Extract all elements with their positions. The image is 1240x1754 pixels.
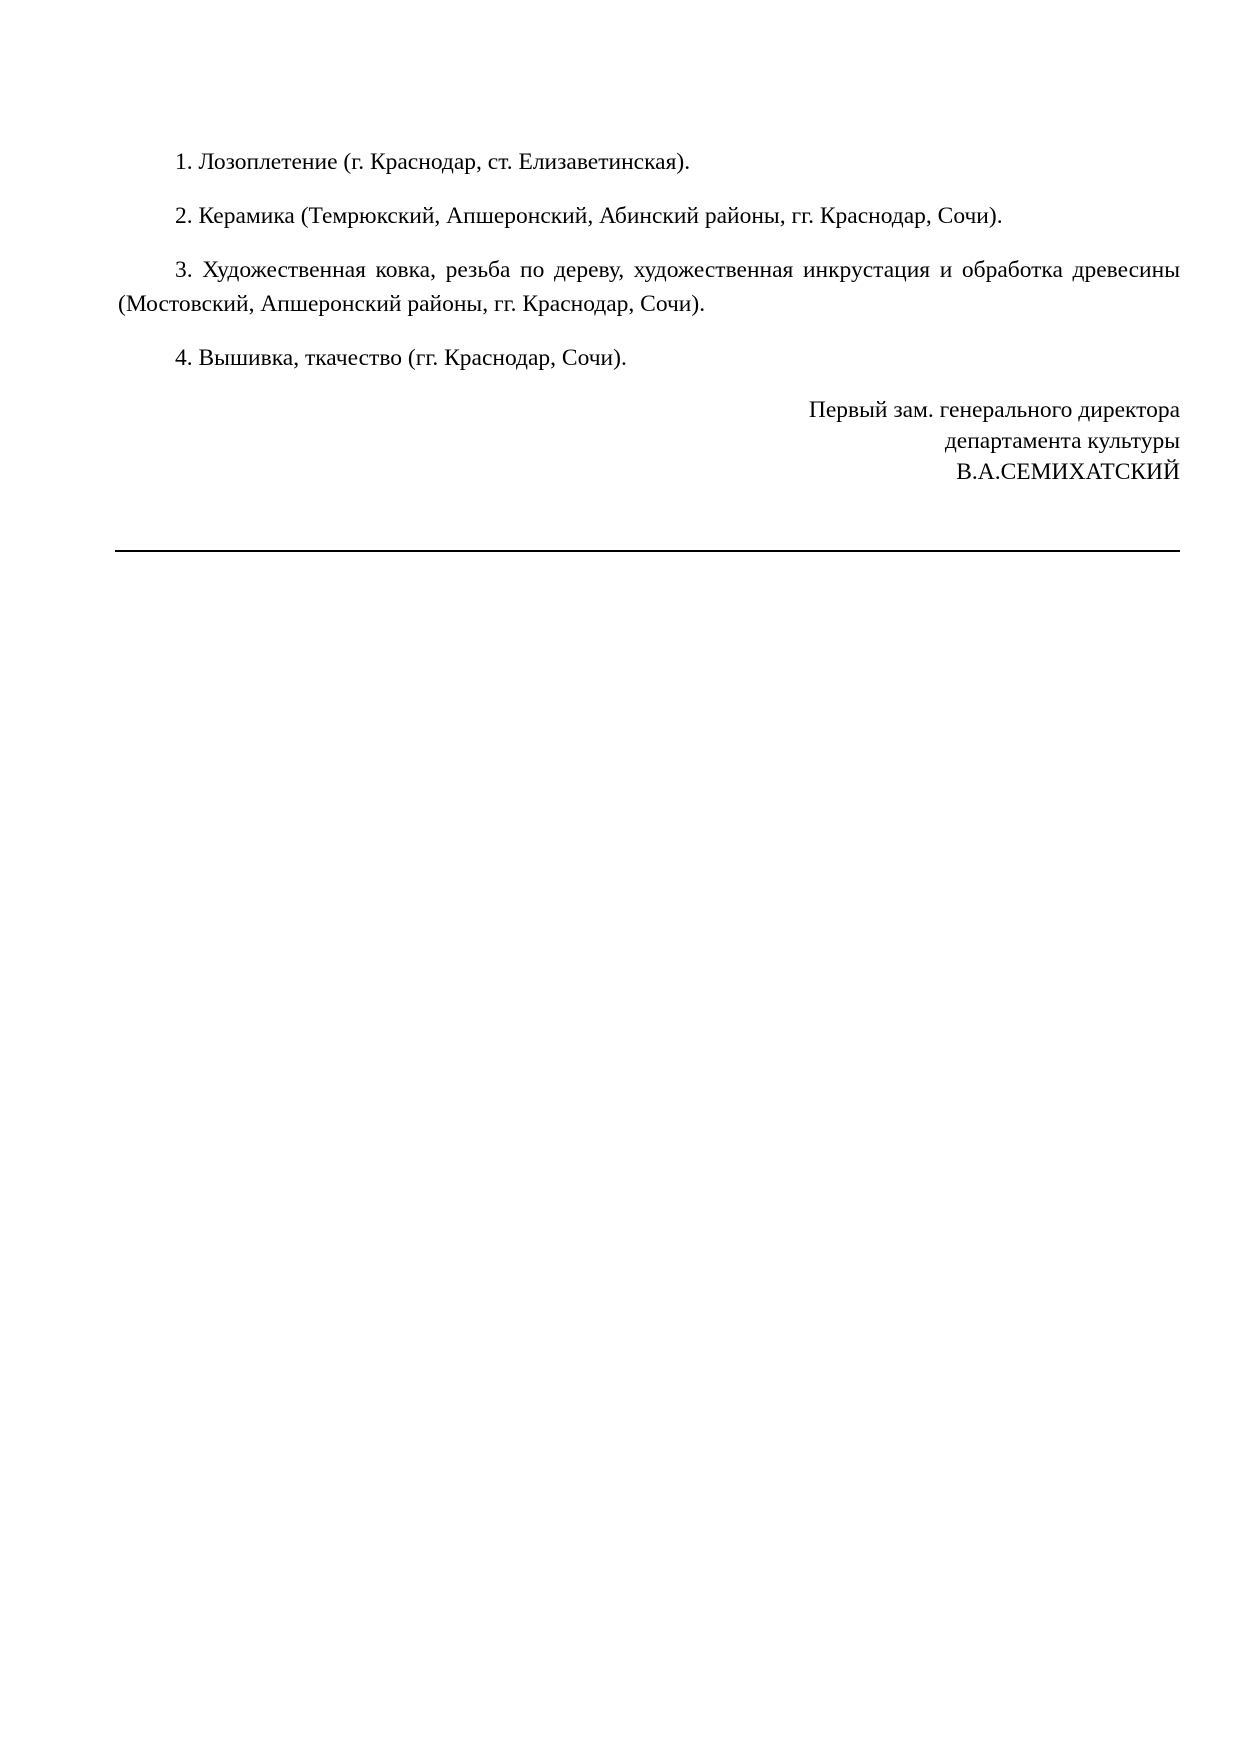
list-item: 4. Вышивка, ткачество (гг. Краснодар, Сочи). <box>175 345 627 371</box>
horizontal-divider <box>115 550 1180 552</box>
document-body <box>118 145 1180 488</box>
signature-department: департамента культуры <box>944 428 1180 454</box>
list-item: 2. Керамика (Темрюкский, Апшеронский, Абинский районы, гг. Краснодар, Сочи). <box>175 203 1003 229</box>
signature-block <box>118 395 1180 488</box>
signature-name: В.А.СЕМИХАТСКИЙ <box>956 459 1180 485</box>
list-item: 3. Художественная ковка, резьба по дереву, художественная инкрустация и обработка древесины (Мостовский, Апшеронский районы, гг. Краснодар, Сочи). <box>118 257 1180 317</box>
list-item: 1. Лозоплетение (г. Краснодар, ст. Елизаветинская). <box>175 149 691 175</box>
signature-position: Первый зам. генерального директора <box>808 397 1180 423</box>
